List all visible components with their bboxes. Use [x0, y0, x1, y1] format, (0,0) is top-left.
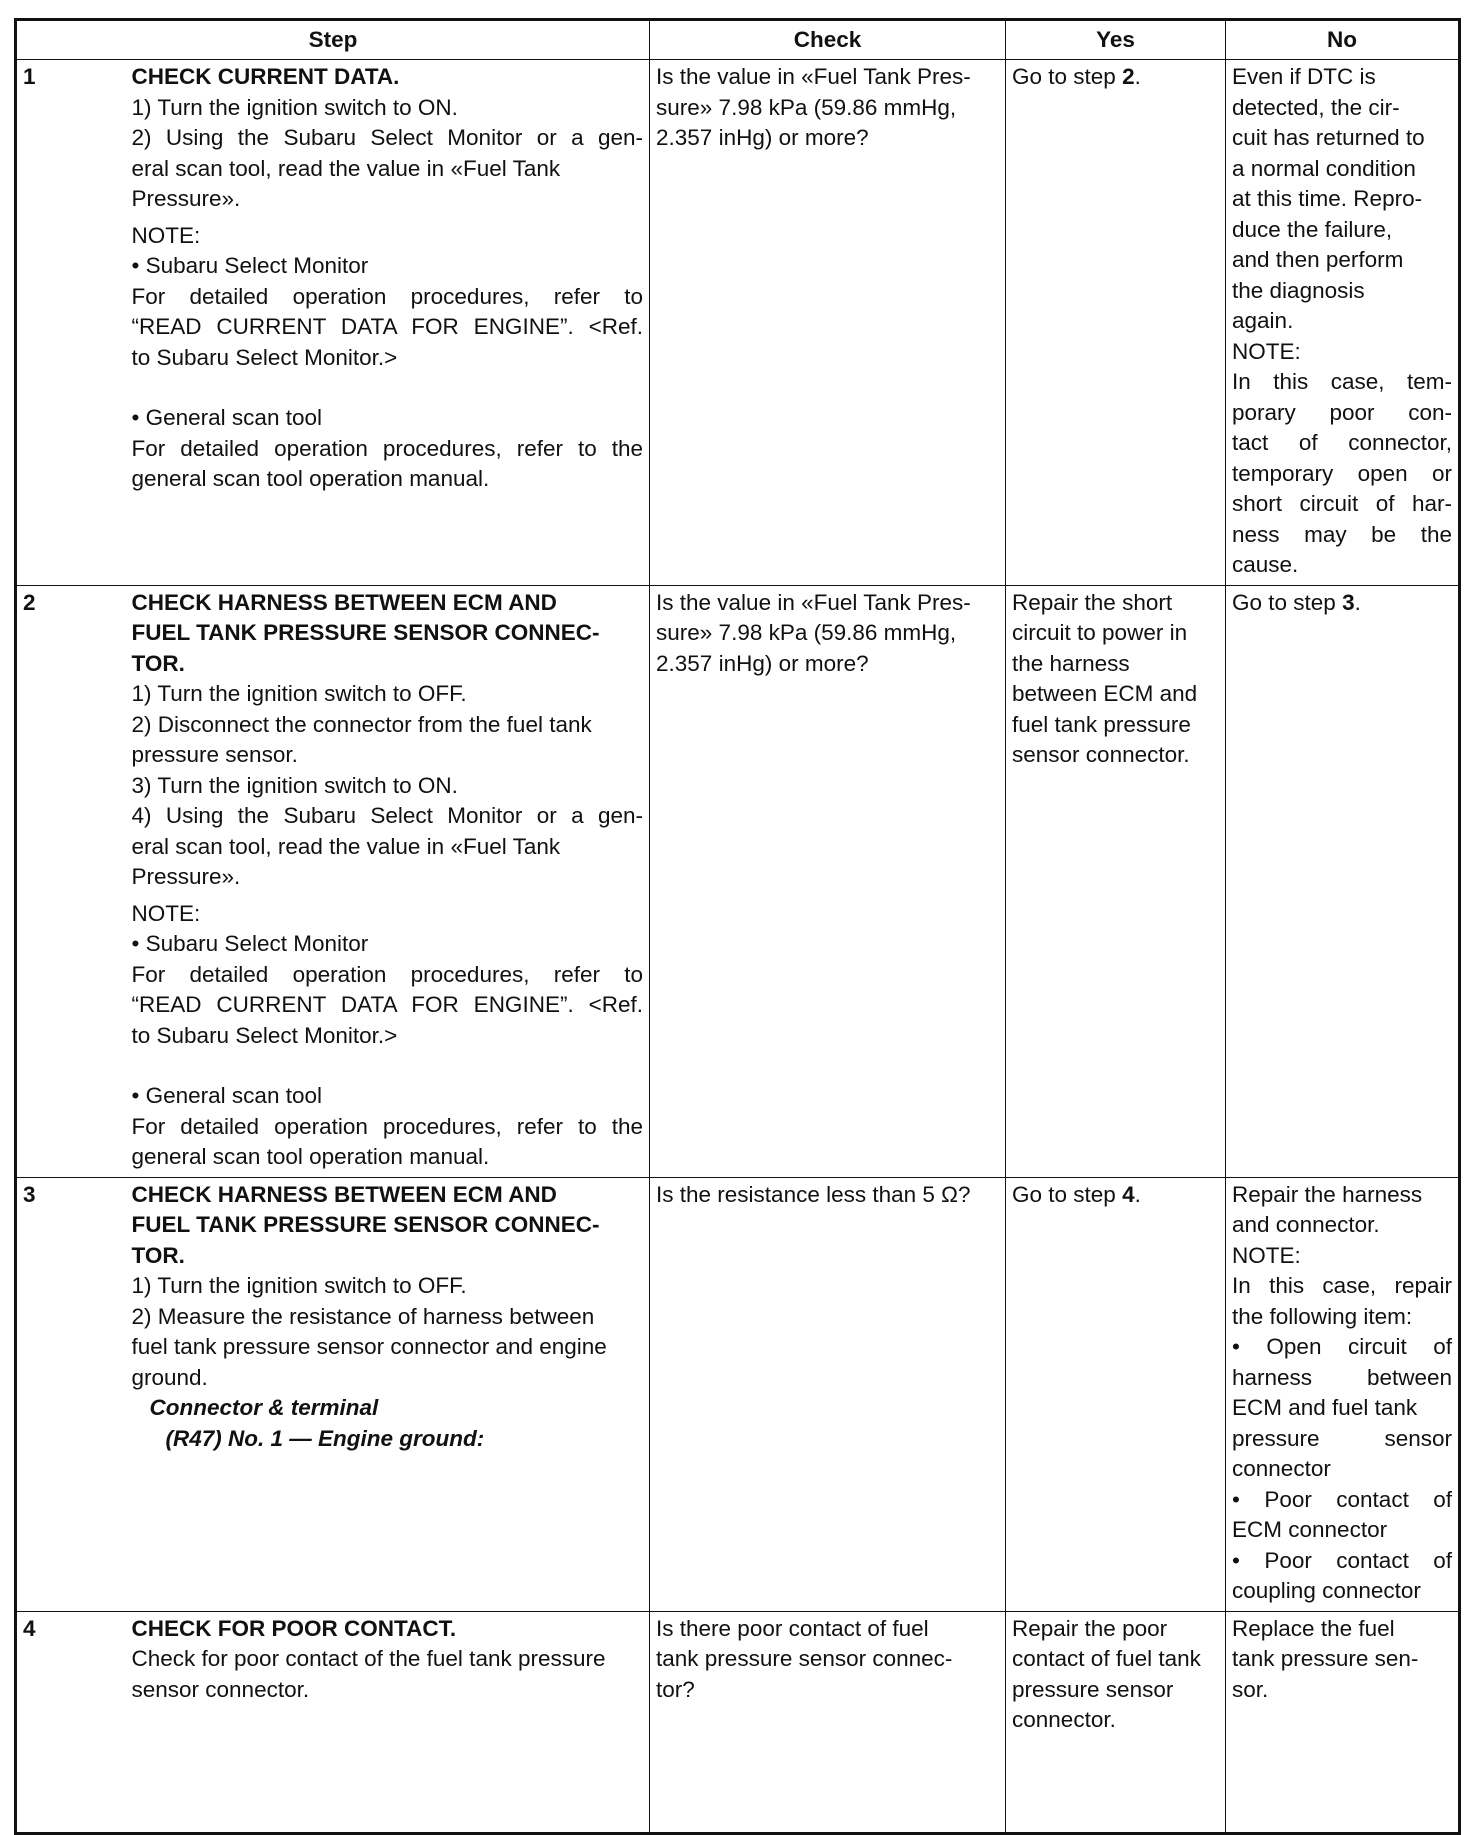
no-note-line: In this case, repair [1232, 1273, 1453, 1298]
step-title: FUEL TANK PRESSURE SENSOR CONNEC- [131, 1212, 600, 1237]
header-step: Step [16, 20, 650, 60]
yes-text: . [1134, 64, 1141, 89]
step-line: eral scan tool, read the value in «Fuel Tank [131, 155, 561, 181]
step-line: Check for poor contact of the fuel tank pressure [131, 1646, 606, 1671]
step-description [126, 1611, 650, 1833]
note-line: • General scan tool [131, 1083, 322, 1108]
yes-line: connector. [1012, 1707, 1116, 1732]
step-number: 3 [16, 1177, 126, 1611]
step-description [126, 1177, 650, 1611]
step-line: 2) Measure the resistance of harness between [131, 1303, 595, 1329]
yes-step-ref: 2 [1122, 64, 1135, 89]
header-row [16, 20, 1460, 60]
yes-step-ref: 4 [1122, 1181, 1135, 1207]
no-line: Even if DTC is [1232, 64, 1376, 89]
no-cell [1226, 1177, 1460, 1611]
step-line: sensor connector. [131, 1676, 310, 1702]
step-line: 4) Using the Subaru Select Monitor or a gen- [131, 803, 644, 828]
table-row [16, 60, 1460, 586]
table-row [16, 1611, 1460, 1833]
note-line: “READ CURRENT DATA FOR ENGINE”. <Ref. [131, 314, 644, 339]
step-title: TOR. [131, 650, 185, 676]
step-title: CHECK HARNESS BETWEEN ECM AND [131, 1181, 557, 1207]
yes-cell [1006, 585, 1226, 1177]
no-note-line: cause. [1232, 552, 1299, 577]
diagnosis-table [14, 18, 1461, 1835]
no-line: the diagnosis [1232, 277, 1365, 303]
no-line: cuit has returned to [1232, 125, 1425, 150]
note-label: NOTE: [131, 222, 201, 248]
step-line: Pressure». [131, 864, 241, 889]
no-note-label: NOTE: [1232, 338, 1301, 364]
table-row [16, 1177, 1460, 1611]
yes-line: fuel tank pressure [1012, 711, 1191, 737]
note-line: general scan tool operation manual. [131, 1144, 490, 1169]
yes-line: pressure sensor [1012, 1676, 1174, 1702]
no-note-line: porary poor con- [1232, 399, 1453, 425]
step-line: 3) Turn the ignition switch to ON. [131, 772, 458, 798]
check-line: Is there poor contact of fuel [656, 1615, 929, 1641]
step-title: CHECK FOR POOR CONTACT. [131, 1615, 457, 1641]
no-note-line: • Poor contact of [1232, 1547, 1453, 1573]
step-title: CHECK HARNESS BETWEEN ECM AND [131, 589, 557, 615]
check-line: Is the resistance less than 5 Ω? [656, 1181, 971, 1207]
step-number: 1 [16, 60, 126, 586]
no-cell [1226, 1611, 1460, 1833]
no-line: and connector. [1232, 1212, 1380, 1237]
check-line: sure» 7.98 kPa (59.86 mmHg, [656, 620, 957, 645]
no-note-line: harness between [1232, 1364, 1453, 1390]
step-description [126, 585, 650, 1177]
header-check: Check [650, 20, 1006, 60]
no-line: a normal condition [1232, 155, 1416, 181]
no-line: sor. [1232, 1676, 1269, 1702]
yes-text: Go to step [1012, 1181, 1123, 1207]
yes-cell [1006, 1177, 1226, 1611]
yes-line: sensor connector. [1012, 742, 1190, 767]
step-title: TOR. [131, 1242, 185, 1268]
no-line: at this time. Repro- [1232, 186, 1423, 211]
note-line: to Subaru Select Monitor.> [131, 1022, 398, 1048]
note-line: “READ CURRENT DATA FOR ENGINE”. <Ref. [131, 992, 644, 1017]
yes-line: contact of fuel tank [1012, 1646, 1201, 1671]
no-line: Replace the fuel [1232, 1615, 1395, 1641]
yes-text: Go to step [1012, 64, 1123, 89]
no-note-line: • Open circuit of [1232, 1334, 1453, 1359]
step-line: 2) Using the Subaru Select Monitor or a gen- [131, 125, 644, 150]
no-text: Go to step [1232, 589, 1343, 615]
yes-line: Repair the short [1012, 589, 1173, 615]
no-note-line: tact of connector, [1232, 430, 1453, 455]
step-line: fuel tank pressure sensor connector and engine [131, 1334, 607, 1359]
note-line: For detailed operation procedures, refer to [131, 961, 644, 987]
diagnosis-table-page [14, 18, 1458, 1835]
no-note-line: the following item: [1232, 1303, 1413, 1329]
note-label: NOTE: [131, 900, 201, 926]
yes-line: Repair the poor [1012, 1615, 1168, 1641]
step-line: 1) Turn the ignition switch to ON. [131, 94, 458, 120]
note-line: • Subaru Select Monitor [131, 253, 369, 278]
check-line: tank pressure sensor connec- [656, 1646, 953, 1671]
check-line: sure» 7.98 kPa (59.86 mmHg, [656, 94, 957, 120]
no-note-line: • Poor contact of [1232, 1486, 1453, 1512]
no-cell [1226, 585, 1460, 1177]
no-note-line: connector [1232, 1456, 1331, 1481]
check-cell [650, 1177, 1006, 1611]
step-line: pressure sensor. [131, 742, 298, 767]
no-note-line: short circuit of har- [1232, 491, 1453, 516]
no-note-line: ECM and fuel tank [1232, 1395, 1418, 1420]
step-line: 1) Turn the ignition switch to OFF. [131, 681, 467, 706]
no-note-line: In this case, tem- [1232, 369, 1453, 394]
connector-terminal-value: (R47) No. 1 — Engine ground: [165, 1425, 485, 1451]
header-no: No [1226, 20, 1460, 60]
step-line: 1) Turn the ignition switch to OFF. [131, 1273, 467, 1298]
no-note-line: pressure sensor [1232, 1425, 1453, 1451]
check-cell [650, 1611, 1006, 1833]
no-line: tank pressure sen- [1232, 1646, 1419, 1671]
check-line: Is the value in «Fuel Tank Pres- [656, 589, 971, 615]
no-cell [1226, 60, 1460, 586]
yes-line: the harness [1012, 650, 1130, 676]
no-line: Repair the harness [1232, 1181, 1423, 1207]
yes-text: . [1134, 1181, 1141, 1207]
connector-terminal-label: Connector & terminal [149, 1395, 379, 1420]
note-line: For detailed operation procedures, refer to the [131, 435, 644, 461]
spacer [132, 373, 644, 403]
no-step-ref: 3 [1342, 589, 1355, 615]
step-line: 2) Disconnect the connector from the fuel tank [131, 711, 592, 737]
step-number: 2 [16, 585, 126, 1177]
no-line: again. [1232, 308, 1294, 333]
yes-line: between ECM and [1012, 681, 1198, 706]
yes-line: circuit to power in [1012, 620, 1188, 645]
step-line: Pressure». [131, 186, 241, 211]
step-title: CHECK CURRENT DATA. [131, 64, 400, 89]
no-text: . [1354, 589, 1361, 615]
step-line: eral scan tool, read the value in «Fuel Tank [131, 833, 561, 859]
yes-cell [1006, 1611, 1226, 1833]
no-line: and then perform [1232, 247, 1404, 272]
no-note-line: temporary open or [1232, 460, 1453, 486]
spacer [132, 1051, 644, 1081]
note-line: general scan tool operation manual. [131, 466, 490, 491]
no-line: detected, the cir- [1232, 94, 1400, 120]
check-line: Is the value in «Fuel Tank Pres- [656, 64, 971, 89]
table-row [16, 585, 1460, 1177]
note-line: For detailed operation procedures, refer to the [131, 1113, 644, 1139]
check-line: tor? [656, 1676, 695, 1702]
note-line: • General scan tool [131, 405, 322, 430]
no-line: duce the failure, [1232, 216, 1393, 242]
header-yes: Yes [1006, 20, 1226, 60]
step-description [126, 60, 650, 586]
yes-cell [1006, 60, 1226, 586]
check-line: 2.357 inHg) or more? [656, 125, 869, 150]
no-note-line: ness may be the [1232, 521, 1453, 547]
step-line: ground. [131, 1364, 208, 1390]
note-line: to Subaru Select Monitor.> [131, 344, 398, 370]
check-line: 2.357 inHg) or more? [656, 650, 869, 676]
note-line: For detailed operation procedures, refer to [131, 283, 644, 309]
note-line: • Subaru Select Monitor [131, 931, 369, 956]
step-title: FUEL TANK PRESSURE SENSOR CONNEC- [131, 620, 600, 645]
no-note-line: coupling connector [1232, 1578, 1421, 1603]
check-cell [650, 60, 1006, 586]
step-number: 4 [16, 1611, 126, 1833]
check-cell [650, 585, 1006, 1177]
no-note-line: ECM connector [1232, 1517, 1388, 1542]
no-note-label: NOTE: [1232, 1242, 1301, 1268]
